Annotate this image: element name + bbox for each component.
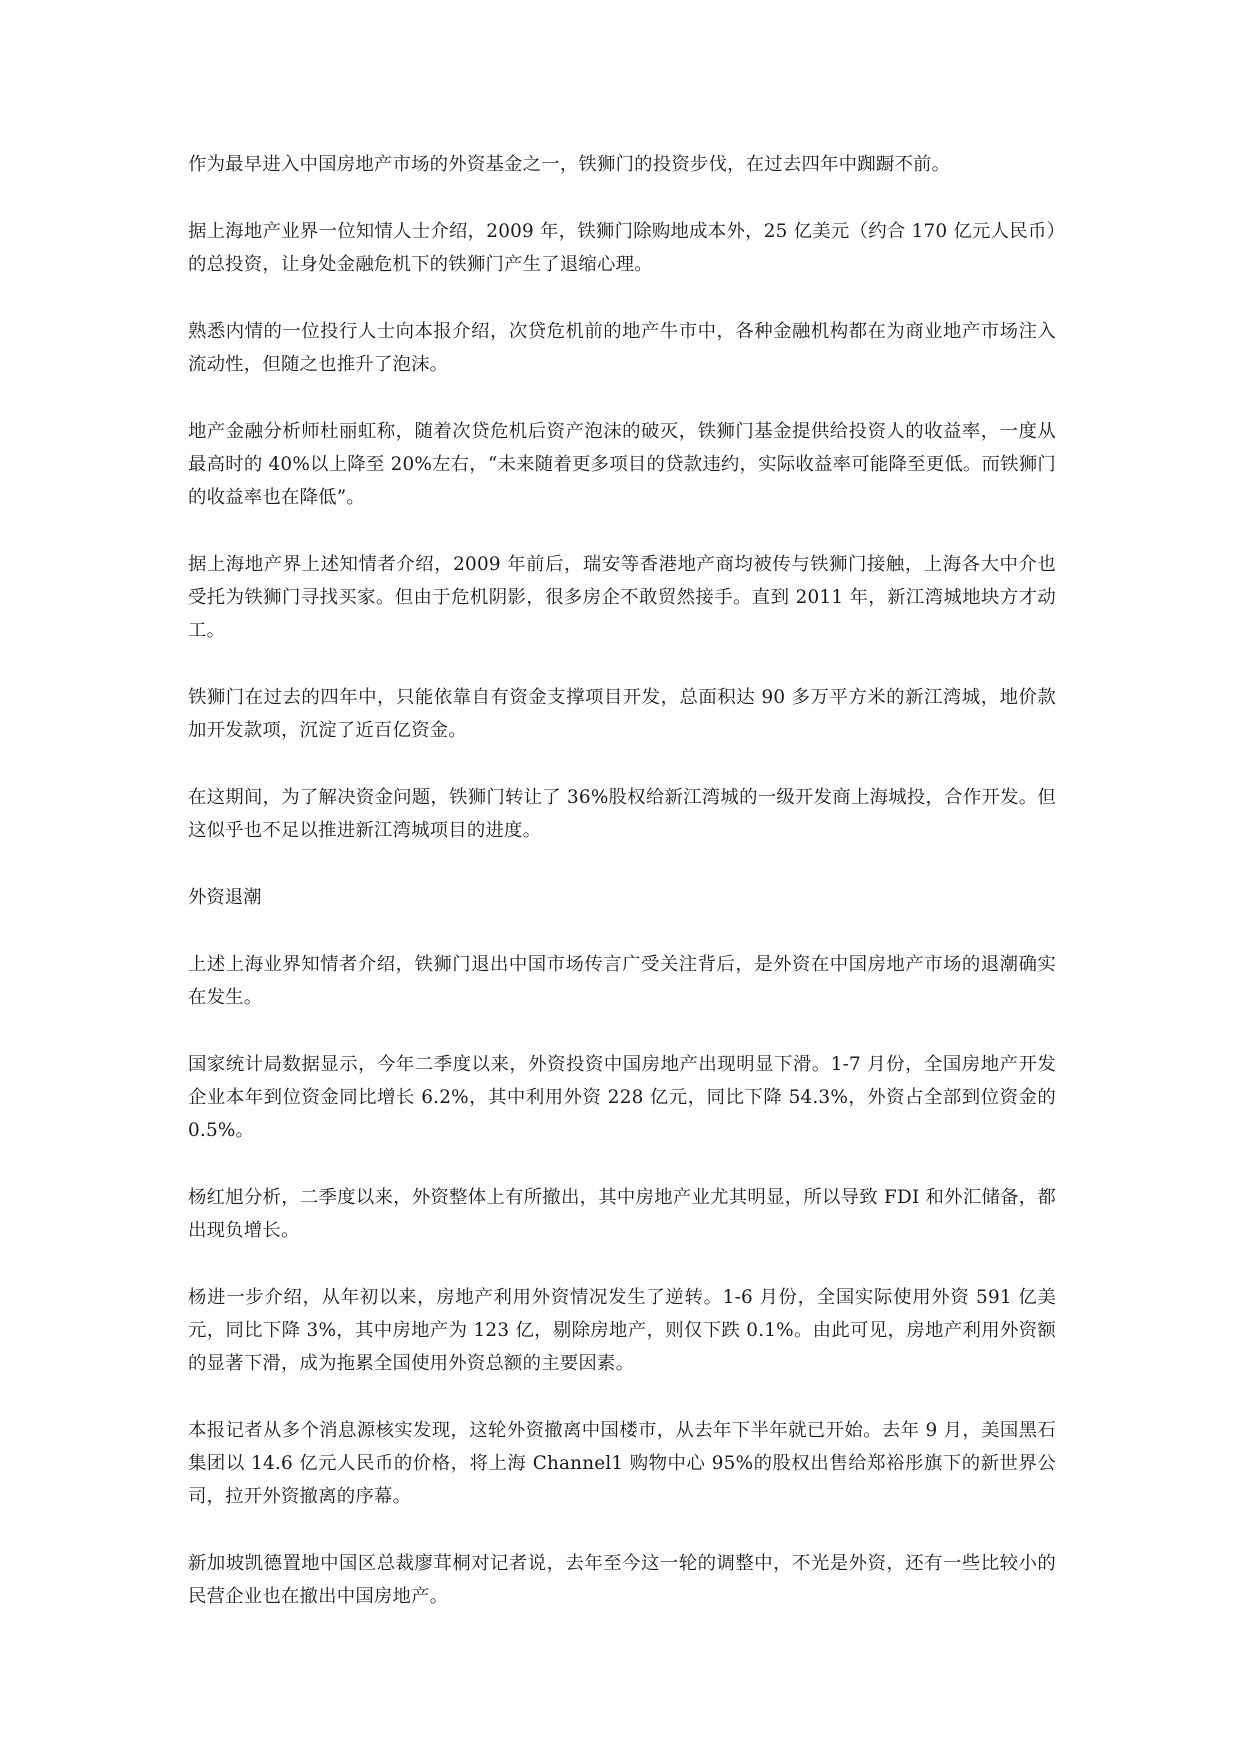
article-body [188,148,1056,1613]
paragraph-2: 据上海地产业界一位知情人士介绍，2009 年，铁狮门除购地成本外，25 亿美元（约合 170 亿元人民币）的总投资，让身处金融危机下的铁狮门产生了退缩心理。 [188,221,1056,275]
section-heading: 外资退潮 [188,887,262,908]
paragraph-8: 上述上海业界知情者介绍，铁狮门退出中国市场传言广受关注背后，是外资在中国房地产市场的退潮确实在发生。 [188,954,1056,1008]
paragraph-6: 铁狮门在过去的四年中，只能依靠自有资金支撑项目开发，总面积达 90 多万平方米的新江湾城，地价款加开发款项，沉淀了近百亿资金。 [188,687,1056,741]
paragraph-1: 作为最早进入中国房地产市场的外资基金之一，铁狮门的投资步伐，在过去四年中踟蹰不前。 [188,154,951,175]
paragraph-13: 新加坡凯德置地中国区总裁廖茸桐对记者说，去年至今这一轮的调整中，不光是外资，还有一些比较小的民营企业也在撤出中国房地产。 [188,1553,1056,1607]
paragraph-3: 熟悉内情的一位投行人士向本报介绍，次贷危机前的地产牛市中，各种金融机构都在为商业地产市场注入流动性，但随之也推升了泡沫。 [188,321,1056,375]
paragraph-4: 地产金融分析师杜丽虹称，随着次贷危机后资产泡沫的破灭，铁狮门基金提供给投资人的收益率，一度从最高时的 40%以上降至 20%左右，“未来随着更多项目的贷款违约，实际收益率可能降至更低。而铁狮门的收益率也在降低”。 [188,421,1056,508]
paragraph-7: 在这期间，为了解决资金问题，铁狮门转让了 36%股权给新江湾城的一级开发商上海城投，合作开发。但这似乎也不足以推进新江湾城项目的进度。 [188,787,1056,841]
paragraph-11: 杨进一步介绍，从年初以来，房地产利用外资情况发生了逆转。1-6 月份，全国实际使用外资 591 亿美元，同比下降 3%，其中房地产为 123 亿，剔除房地产，则仅下跌 0.1%。由此可见，房地产利用外资额的显著下滑，成为拖累全国使用外资总额的主要因素。 [188,1287,1056,1374]
paragraph-9: 国家统计局数据显示，今年二季度以来，外资投资中国房地产出现明显下滑。1-7 月份，全国房地产开发企业本年到位资金同比增长 6.2%，其中利用外资 228 亿元，同比下降 54.3%，外资占全部到位资金的 0.5%。 [188,1054,1056,1141]
paragraph-12: 本报记者从多个消息源核实发现，这轮外资撤离中国楼市，从去年下半年就已开始。去年 9 月，美国黑石集团以 14.6 亿元人民币的价格，将上海 Channel1 购物中心 95%的股权出售给郑裕彤旗下的新世界公司，拉开外资撤离的序幕。 [188,1420,1056,1507]
paragraph-5: 据上海地产界上述知情者介绍，2009 年前后，瑞安等香港地产商均被传与铁狮门接触，上海各大中介也受托为铁狮门寻找买家。但由于危机阴影，很多房企不敢贸然接手。直到 2011 年，新江湾城地块方才动工。 [188,554,1056,641]
paragraph-10: 杨红旭分析，二季度以来，外资整体上有所撤出，其中房地产业尤其明显，所以导致 FDI 和外汇储备，都出现负增长。 [188,1187,1056,1241]
